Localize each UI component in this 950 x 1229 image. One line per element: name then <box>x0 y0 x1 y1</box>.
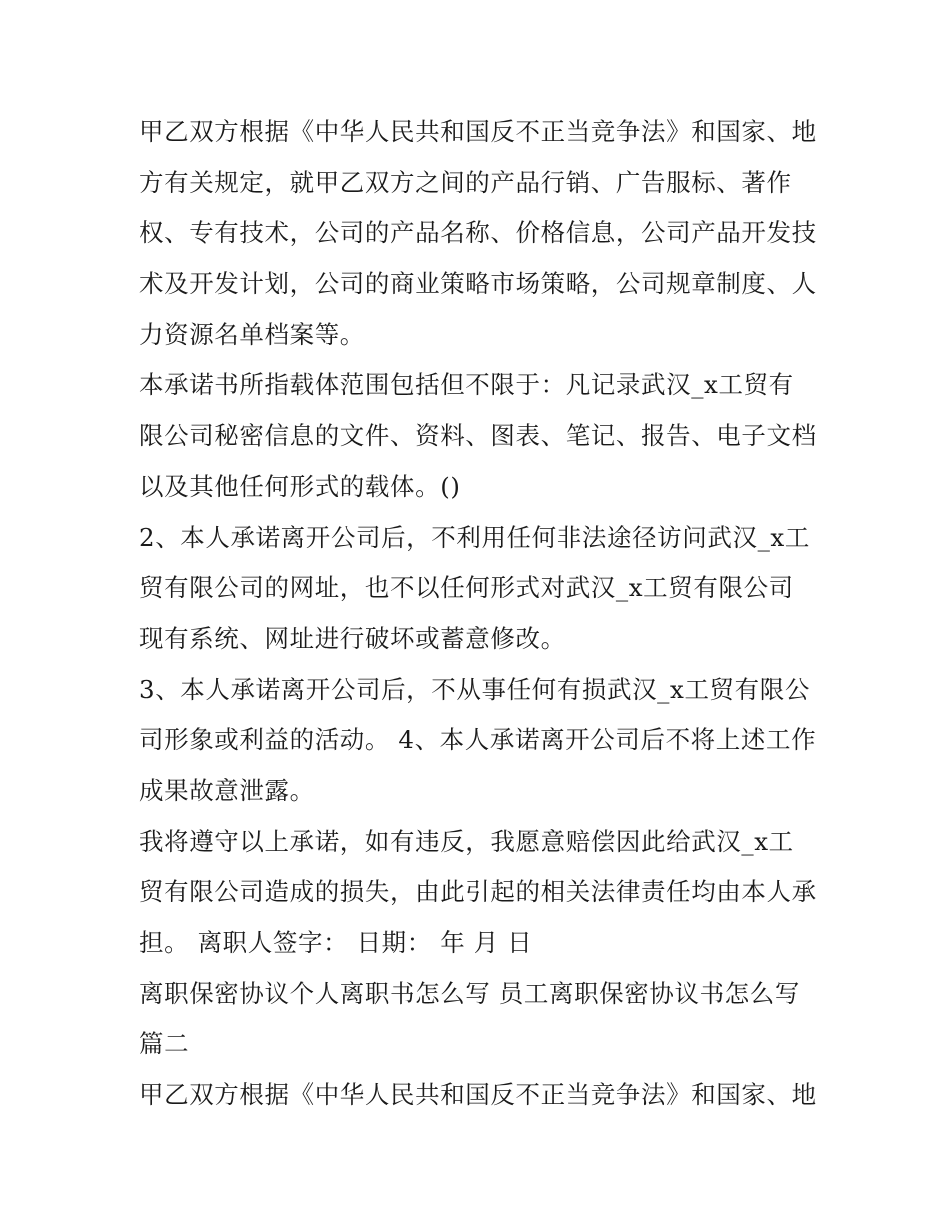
text-line: 贸有限公司的网址，也不以任何形式对武汉_x工贸有限公司 <box>139 573 794 603</box>
document-body <box>139 107 819 1121</box>
text-line: 贸有限公司造成的损失，由此引起的相关法律责任均由本人承 <box>139 877 817 907</box>
text-line: 本承诺书所指载体范围包括但不限于：凡记录武汉_x工贸有 <box>139 370 794 400</box>
text-line: 司形象或利益的活动。 4、本人承诺离开公司后不将上述工作 <box>139 725 817 755</box>
text-line: 成果故意泄露。 <box>139 775 315 805</box>
text-line: 离职保密协议个人离职书怎么写 员工离职保密协议书怎么写 <box>139 978 800 1008</box>
text-line: 力资源名单档案等。 <box>139 319 365 349</box>
text-line: 权、专有技术，公司的产品名称、价格信息，公司产品开发技 <box>139 218 817 248</box>
text-line: 甲乙双方根据《中华人民共和国反不正当竞争法》和国家、地 <box>139 117 817 146</box>
text-line: 我将遵守以上承诺，如有违反，我愿意赔偿因此给武汉_x工 <box>139 826 794 856</box>
text-line: 3、本人承诺离开公司后，不从事任何有损武汉_x工贸有限公 <box>139 674 810 704</box>
text-line: 以及其他任何形式的载体。() <box>139 471 461 501</box>
text-line: 限公司秘密信息的文件、资料、图表、笔记、报告、电子文档 <box>139 421 817 451</box>
text-line: 2、本人承诺离开公司后，不利用任何非法途径访问武汉_x工 <box>139 522 810 552</box>
text-line: 篇二 <box>139 1029 190 1059</box>
text-line: 现有系统、网址进行破坏或蓄意修改。 <box>139 623 566 653</box>
text-line: 甲乙双方根据《中华人民共和国反不正当竞争法》和国家、地 <box>139 1080 817 1110</box>
text-line: 术及开发计划，公司的商业策略市场策略，公司规章制度、人 <box>139 269 817 299</box>
text-line: 担。 离职人签字： 日期： 年 月 日 <box>139 928 533 957</box>
text-line: 方有关规定，就甲乙双方之间的产品行销、广告服标、著作 <box>139 167 792 197</box>
